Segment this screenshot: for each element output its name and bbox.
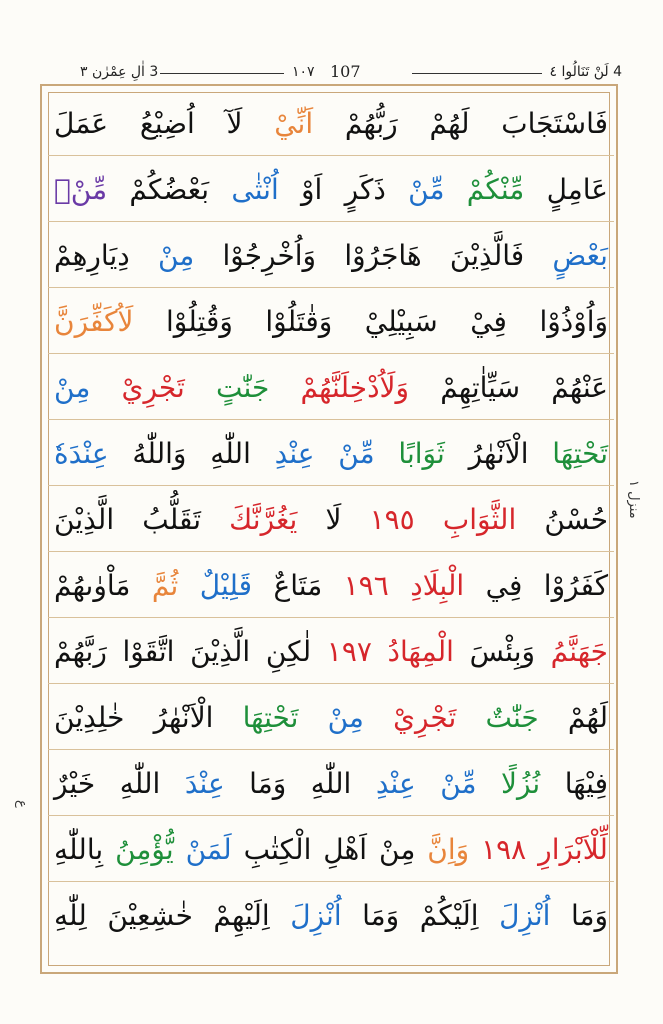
page-number: 107 (330, 62, 361, 81)
word: الْبِلَادِ (410, 569, 465, 602)
verse-line-2 (48, 158, 614, 222)
word: عَمَلَ (54, 107, 109, 140)
word: تَجْرِيْ (393, 701, 457, 734)
word: اَنِّيْ (274, 107, 314, 140)
word: اُنْزِلَ (499, 899, 551, 932)
word: وَاِنَّ (427, 833, 470, 866)
surah-label: 3 اٰلِ عِمْرٰن ٣ (80, 64, 159, 80)
word: الْكِتٰبِ (243, 833, 312, 866)
word: حُسْنُ (544, 503, 609, 536)
verse-line-11 (48, 752, 614, 816)
word: مَتَاعٌ (273, 569, 323, 602)
word: ثُمَّ (151, 569, 179, 602)
page-number-arabic: ١٠٧ (292, 64, 315, 80)
word: رَبُّهُمْ (344, 107, 398, 140)
verse-line-5 (48, 356, 614, 420)
word: الْاَنْهٰرُ (468, 437, 529, 470)
word: تَحْتِهَا (242, 701, 299, 734)
verse-line-9 (48, 620, 614, 684)
word: رَبَّهُمْ (54, 635, 107, 668)
word: وَقُتِلُوْا (165, 305, 233, 338)
word: الَّذِيْنَ (54, 503, 115, 536)
word: وَاللّٰهُ (132, 437, 187, 470)
word: مِّنْۢ (54, 173, 108, 206)
word: سَيِّاٰتِهِمْ (440, 371, 521, 404)
word: مِّنْ (338, 437, 375, 470)
word: بَعْضٍ (552, 239, 608, 272)
word: وَمَا (362, 899, 400, 932)
word: فَالَّذِيْنَ (449, 239, 525, 272)
word: ١٩٥ (369, 503, 415, 536)
word: سَبِيْلِيْ (364, 305, 438, 338)
word: اُضِيْعُ (139, 107, 195, 140)
word: لَمَنْ (185, 833, 232, 866)
word: مِنْ (379, 833, 416, 866)
word: ١٩٦ (343, 569, 389, 602)
word: الْاَنْهٰرُ (153, 701, 214, 734)
word: قَلِيْلٌ (199, 569, 253, 602)
word: وَقٰتَلُوْا (265, 305, 333, 338)
word: مِنْ (157, 239, 195, 272)
word: مِّنْكُمْ (466, 173, 525, 206)
word: فِيْ (470, 305, 507, 338)
verse-line-3 (48, 224, 614, 288)
word: مِنْ (327, 701, 364, 734)
word: اُنْثٰى (231, 173, 279, 206)
word: يَغُرَّنَّكَ (229, 503, 298, 536)
word: وَاُوْذُوْا (539, 305, 609, 338)
word: اللّٰهِ (210, 437, 251, 470)
word: مَاْوٰىهُمْ (54, 569, 131, 602)
word: لٰكِنِ (265, 635, 312, 668)
word: نُزُلًا (501, 767, 541, 800)
word: اِلَيْكُمْ (419, 899, 479, 932)
juz-label: 4 لَنْ تَنَالُوا ٤ (549, 64, 622, 80)
word: لِّلْاَبْرَارِ (538, 833, 608, 866)
verse-line-13 (48, 884, 614, 948)
manzil-marker: منزل ١ (626, 480, 641, 519)
word: فِي (485, 569, 523, 602)
verse-line-8 (48, 554, 614, 618)
verse-line-6 (48, 422, 614, 486)
word: لَاُكَفِّرَنَّ (54, 305, 134, 338)
word: اُنْزِلَ (290, 899, 342, 932)
word: وَمَا (570, 899, 609, 932)
ruku-marker: ع (14, 800, 29, 808)
word: عِنْدَ (184, 767, 225, 800)
word: اِلَيْهِمْ (213, 899, 270, 932)
word: لَا (325, 503, 342, 536)
verse-line-10 (48, 686, 614, 750)
word: مِّنْ (440, 767, 477, 800)
verse-line-12 (48, 818, 614, 882)
word: مِنْ (54, 371, 91, 404)
word: ١٩٨ (481, 833, 527, 866)
word: هَاجَرُوْا (344, 239, 422, 272)
word: دِيَارِهِمْ (54, 239, 130, 272)
word: الثَّوَابِ (442, 503, 517, 536)
word: لِلّٰهِ (54, 899, 87, 932)
word: جَنّٰتٍ (216, 371, 270, 404)
word: عَامِلٍ (546, 173, 609, 206)
word: وَاُخْرِجُوْا (222, 239, 317, 272)
word: عِنْدِ (375, 767, 416, 800)
word: خٰشِعِيْنَ (107, 899, 193, 932)
word: اَوْ (301, 173, 323, 206)
word: لَآ (226, 107, 243, 140)
verse-line-4 (48, 290, 614, 354)
word: لَهُمْ (429, 107, 470, 140)
word: كَفَرُوْا (543, 569, 609, 602)
word: الَّذِيْنَ (190, 635, 251, 668)
word: الْمِهَادُ (387, 635, 454, 668)
word: وَبِئْسَ (469, 635, 536, 668)
word: وَلَاُدْخِلَنَّهُمْ (300, 371, 410, 404)
page-header (40, 62, 622, 84)
word: خٰلِدِيْنَ (54, 701, 125, 734)
word: ثَوَابًا (398, 437, 445, 470)
word: تَقَلُّبُ (142, 503, 202, 536)
word: بِاللّٰهِ (54, 833, 104, 866)
word: ١٩٧ (326, 635, 372, 668)
verse-line-7 (48, 488, 614, 552)
word: فَاسْتَجَابَ (501, 107, 609, 140)
word: خَيْرٌ (54, 767, 96, 800)
verse-line-1 (48, 92, 614, 156)
word: فِيْهَا (564, 767, 608, 800)
word: تَجْرِيْ (121, 371, 185, 404)
word: عِنْدَهٗ (54, 437, 109, 470)
word: جَهَنَّمُ (550, 635, 608, 668)
word: بَعْضُكُمْ (129, 173, 210, 206)
word: عِنْدِ (274, 437, 315, 470)
word: يُّؤْمِنُ (115, 833, 174, 866)
header-rule-right (412, 73, 542, 74)
word: عَنْهُمْ (551, 371, 608, 404)
word: تَحْتِهَا (552, 437, 609, 470)
word: وَمَا (249, 767, 287, 800)
header-rule-left (160, 73, 284, 74)
word: ذَكَرٍ (344, 173, 386, 206)
word: اللّٰهِ (310, 767, 352, 800)
word: مِّنْ (408, 173, 445, 206)
word: جَنّٰتٌ (485, 701, 539, 734)
word: اللّٰهِ (119, 767, 161, 800)
word: اتَّقَوْا (122, 635, 175, 668)
word: اَهْلِ (323, 833, 368, 866)
word: لَهُمْ (567, 701, 608, 734)
